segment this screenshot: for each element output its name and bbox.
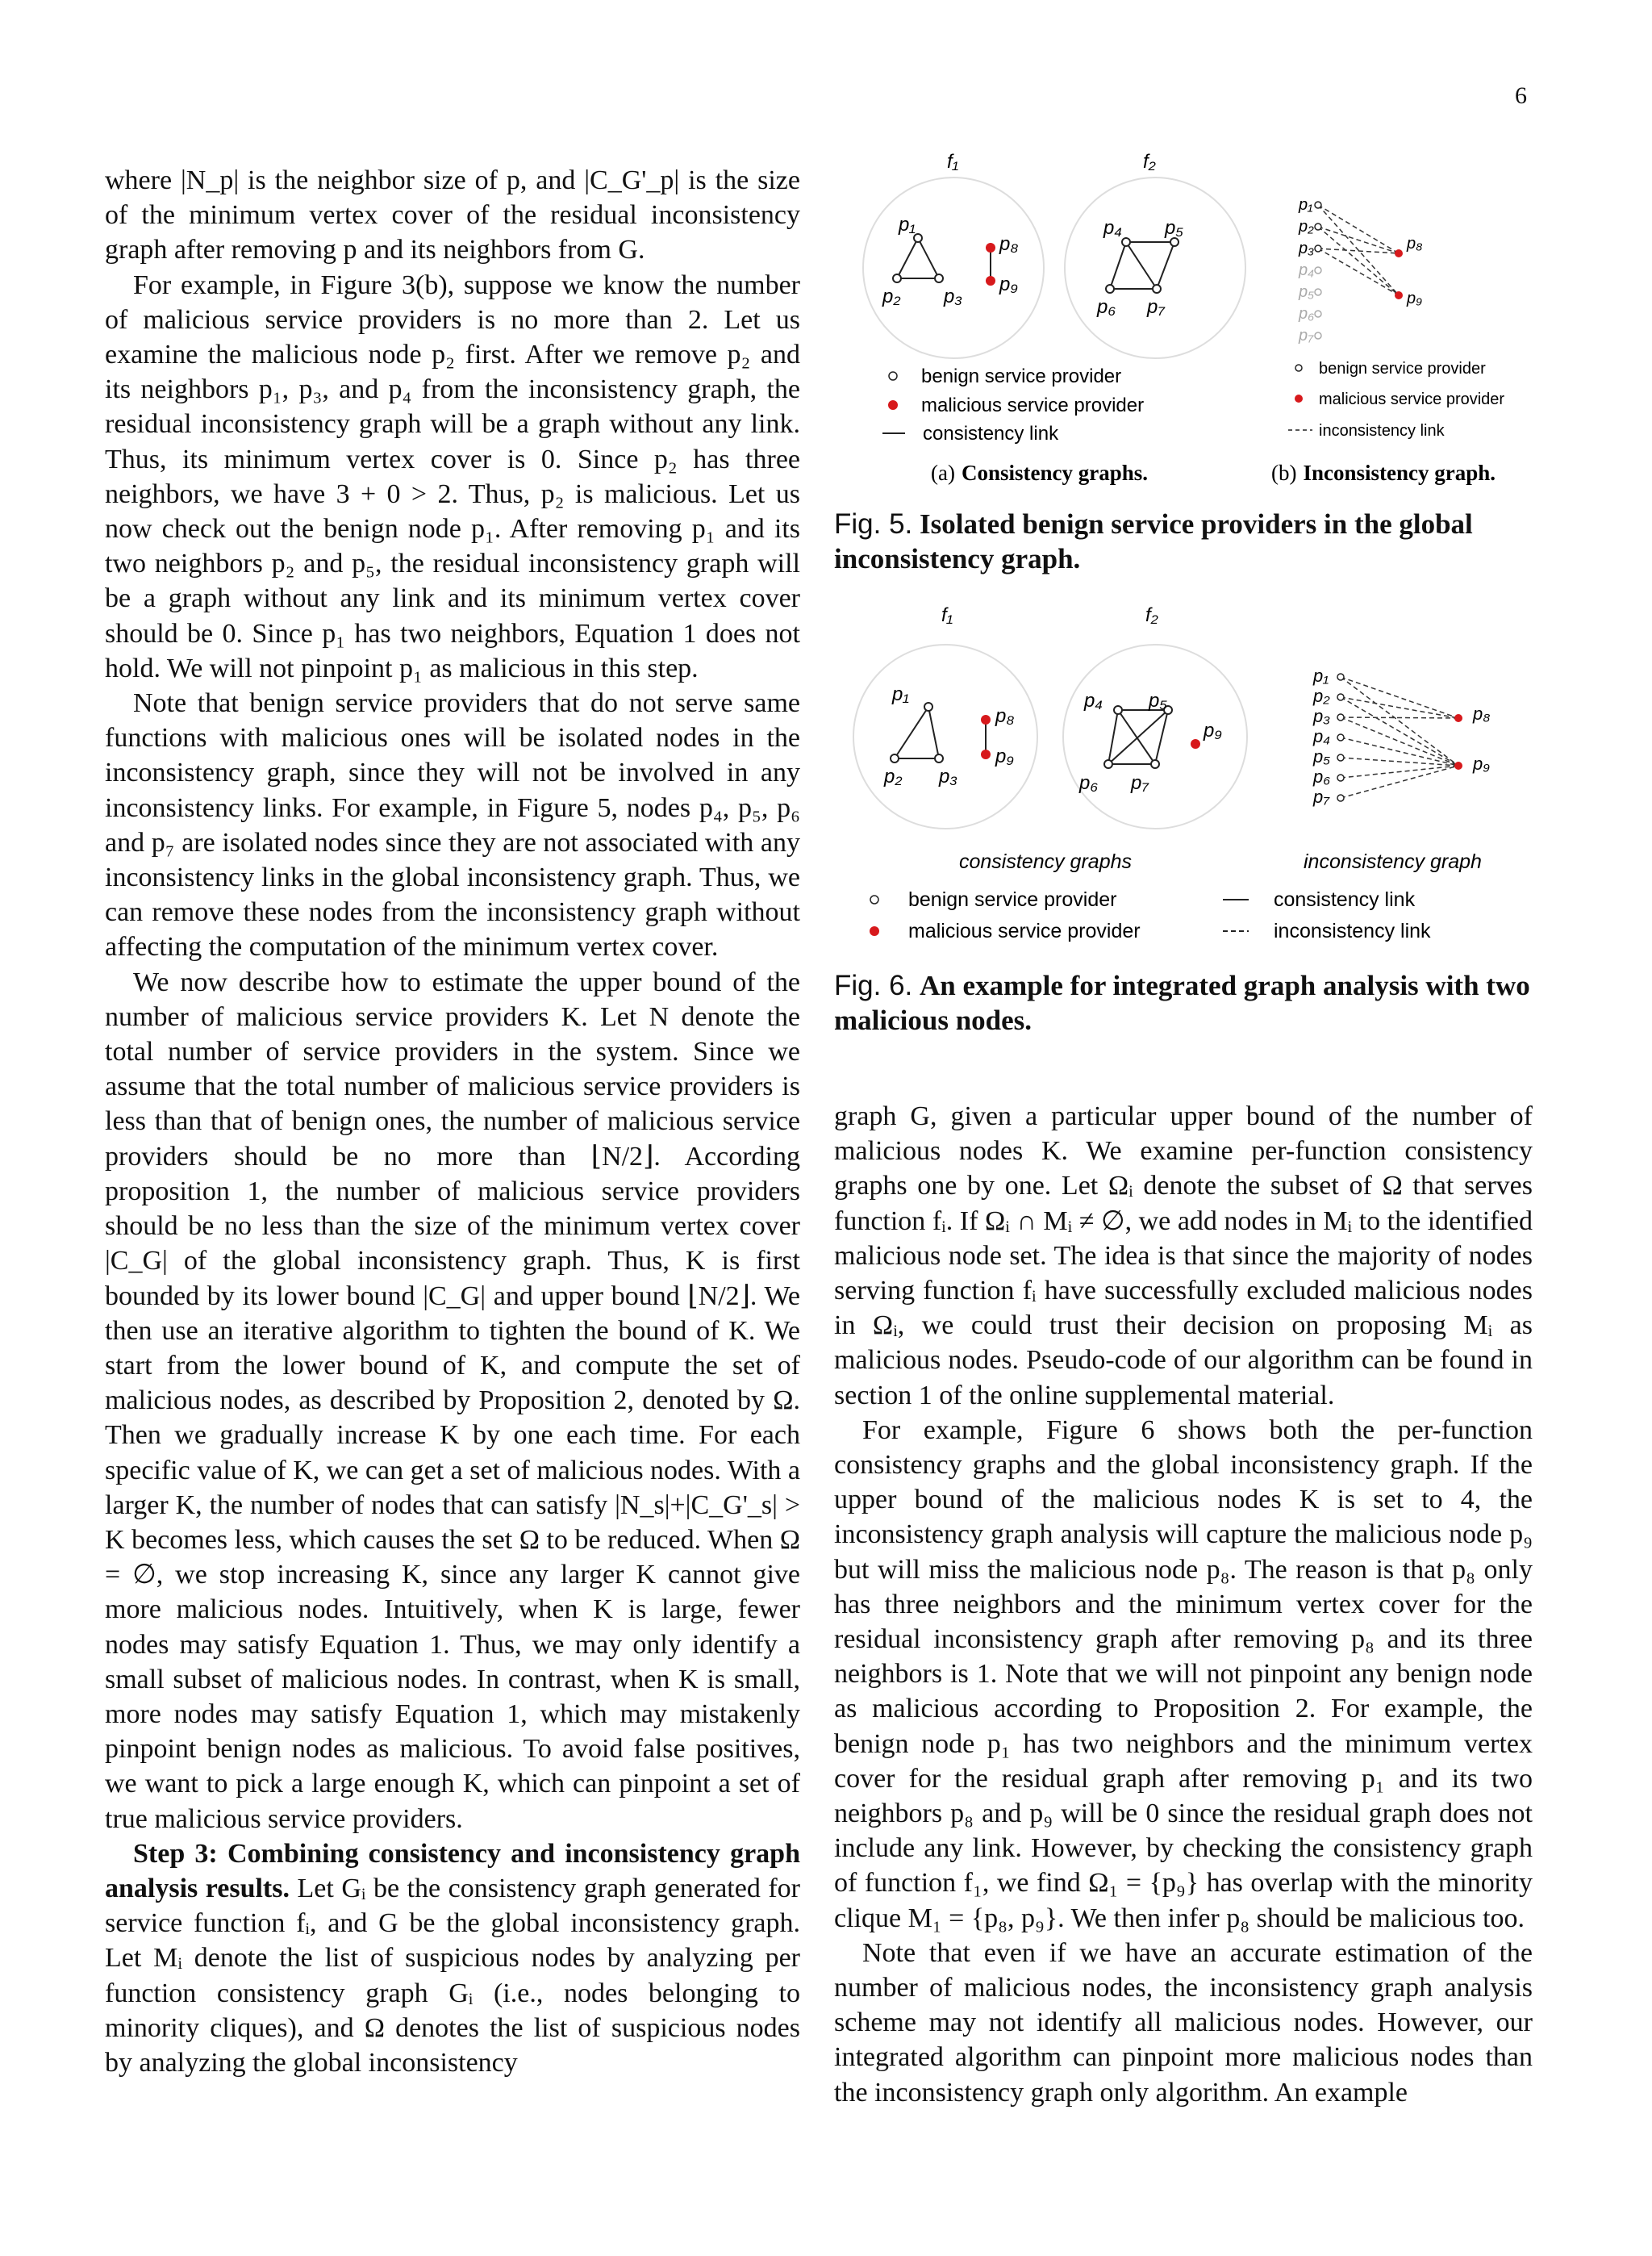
node-p1 bbox=[1337, 674, 1344, 680]
left-column bbox=[105, 163, 800, 2080]
label-p1: p₁ bbox=[1313, 666, 1329, 686]
node-p9 bbox=[1191, 739, 1200, 749]
node-p2 bbox=[891, 754, 899, 762]
node-p6 bbox=[1104, 760, 1112, 768]
figure-6-caption-text: An example for integrated graph analysis with two malicious nodes. bbox=[834, 970, 1530, 1036]
figure-5 bbox=[834, 145, 1536, 500]
label-p3: p₃ bbox=[1299, 240, 1315, 257]
legend-malicious-icon bbox=[888, 400, 898, 410]
node-p2 bbox=[893, 274, 901, 282]
label-p6: p₆ bbox=[1299, 305, 1315, 323]
legend-benign: benign service provider bbox=[1319, 360, 1486, 378]
figure-5-caption bbox=[834, 507, 1533, 576]
node-p9 bbox=[1454, 762, 1462, 770]
label-p7: p₇ bbox=[1131, 772, 1149, 794]
legend-malicious-icon bbox=[1295, 395, 1303, 403]
legend-inconsistency: inconsistency link bbox=[1319, 422, 1445, 440]
legend-consistency: consistency link bbox=[923, 423, 1059, 445]
legend-benign-icon bbox=[889, 372, 897, 380]
node-p5 bbox=[1337, 754, 1344, 761]
label-p9: p₉ bbox=[1473, 754, 1490, 774]
legend-benign-icon bbox=[870, 896, 878, 904]
legend-benign: benign service provider bbox=[908, 888, 1117, 911]
step3-text: Let Gᵢ be the consistency graph generated for service function fᵢ, and G be the global inconsistency graph. Let Mᵢ denote the list of suspicious nodes by analyzing per function consistency graph Gᵢ (i.e., nodes belonging to minority cliques), and Ω denotes the list of suspicious nodes by analyzing the global inconsistency bbox=[105, 1873, 800, 2078]
subcaption-b bbox=[1271, 461, 1496, 485]
legend-inconsistency: inconsistency link bbox=[1274, 920, 1431, 942]
label-p1: p₁ bbox=[899, 214, 916, 236]
label-p3: p₃ bbox=[944, 286, 962, 307]
paragraph: For example, Figure 6 shows both the per-function consistency graphs and the global inconsistency graph. If the upper bound of the malicious nodes K is set to 4, the inconsistency graph analysis will capture the malicious node p₉ but will miss the malicious node p₈. The reason is that p₈ only has three neighbors and the minimum vertex cover for the residual inconsistency graph after removing p₈ and its three neighbors is 1. Note that we will not pinpoint any benign node as malicious according to Proposition 2. For example, the benign node p₁ has two neighbors and the minimum vertex cover for the residual graph after removing p₁ and its two neighbors p₈ and p₉ will be 0 since the residual graph does not include any link. However, by checking the consistency graph of function f₁, we find Ω₁ = {p₉} has overlap with the minority clique M₁ = {p₈, p₉}. We then infer p₈ should be malicious too. bbox=[834, 1414, 1533, 1933]
label-p6: p₆ bbox=[1079, 772, 1099, 794]
node-p4 bbox=[1315, 267, 1321, 274]
node-p6 bbox=[1337, 775, 1344, 781]
label-p1: p₁ bbox=[1299, 196, 1313, 214]
node-p1 bbox=[1315, 202, 1321, 208]
label-p3: p₃ bbox=[1313, 706, 1330, 726]
subcaption-inconsistency: inconsistency graph bbox=[1304, 850, 1482, 873]
node-p9 bbox=[1395, 291, 1403, 299]
paragraph: We now describe how to estimate the upper bound of the number of malicious service providers K. Let N denote the total number of service providers in the system. Since we assume that the total number of malicious service providers is less than that of benign ones, the number of malicious service providers should be no more than ⌊N/2⌋. According proposition 1, the number of malicious service providers should be no less than the size of the minimum vertex cover |C_G| of the global inconsistency graph. Thus, K is first bounded by its lower bound |C_G| and upper bound ⌊N/2⌋. We then use an iterative algorithm to tighten the bound of K. We start from the lower bound of K, and compute the set of malicious nodes, as described by Proposition 2, denoted by Ω. Then we gradually increase K by one each time. For each specific value of K, we can get a set of malicious nodes. With a larger K, the number of nodes that can satisfy |N_s|+|C_G'_s| > K becomes less, which causes the set Ω to be reduced. When Ω = ∅, we stop increasing K, since any larger K cannot give more malicious nodes. Intuitively, when K is large, fewer nodes may satisfy Equation 1. Thus, we may only identify a small subset of malicious nodes. In contrast, when K is small, more nodes may satisfy Equation 1, which may mistakenly pinpoint benign nodes as malicious. To avoid false positives, we want to pick a large enough K, which can pinpoint a set of true malicious service providers. bbox=[105, 967, 800, 1834]
subcaption-a-text: Consistency graphs. bbox=[961, 461, 1148, 485]
node-p3 bbox=[935, 754, 943, 762]
label-p9: p₉ bbox=[1407, 290, 1423, 307]
label-p2: p₂ bbox=[884, 766, 903, 788]
subcaption-b-text: Inconsistency graph. bbox=[1303, 461, 1496, 485]
label-f2: f₂ bbox=[1145, 604, 1158, 626]
fig6-inconsistency-graph bbox=[1312, 666, 1490, 807]
label-p7: p₇ bbox=[1299, 327, 1314, 345]
subcaption-b-label: (b) bbox=[1271, 461, 1297, 485]
step3-heading: Step 3: Combining consistency and inconsistency graph analysis results. bbox=[105, 1838, 800, 1903]
node-p5 bbox=[1170, 238, 1179, 246]
page-number: 6 bbox=[1515, 82, 1527, 109]
node-p1 bbox=[924, 703, 932, 711]
legend-malicious: malicious service provider bbox=[921, 395, 1145, 416]
label-p3: p₃ bbox=[939, 766, 957, 788]
subcaption-a-label: (a) bbox=[931, 461, 955, 485]
figure-5-caption-text: Isolated benign service providers in the global inconsistency graph. bbox=[834, 508, 1473, 574]
node-p2 bbox=[1337, 694, 1344, 700]
function-circle-f1 bbox=[853, 645, 1037, 829]
node-p4 bbox=[1122, 238, 1130, 246]
paragraph: graph G, given a particular upper bound of the number of malicious nodes K. We examine per-function consistency graphs one by one. Let Ωᵢ denote the subset of Ω that serves function fᵢ. If Ωᵢ ∩ Mᵢ ≠ ∅, we add nodes in Mᵢ to the identified malicious node set. The idea is that since the majority of nodes serving function fᵢ have successfully excluded malicious nodes in Ωᵢ, we could trust their decision on proposing Mᵢ as malicious nodes. Pseudo-code of our algorithm can be found in section 1 of the online supplemental material. bbox=[834, 1101, 1533, 1410]
label-p8: p₈ bbox=[1407, 235, 1423, 253]
legend-consistency: consistency link bbox=[1274, 888, 1416, 911]
fig5-inconsistency-graph bbox=[1298, 196, 1423, 345]
label-p5: p₅ bbox=[1313, 746, 1331, 767]
legend-benign: benign service provider bbox=[921, 366, 1122, 387]
legend-malicious: malicious service provider bbox=[908, 920, 1141, 942]
label-f1: f₁ bbox=[947, 151, 959, 173]
label-p8: p₈ bbox=[995, 705, 1015, 727]
label-p9: p₉ bbox=[1204, 720, 1222, 742]
label-p7: p₇ bbox=[1147, 296, 1165, 318]
node-p4 bbox=[1114, 706, 1122, 714]
node-p3 bbox=[1337, 714, 1344, 721]
label-p9: p₉ bbox=[999, 274, 1018, 295]
label-p4: p₄ bbox=[1103, 217, 1122, 239]
figure-6-label: Fig. 6. bbox=[834, 970, 913, 1001]
paragraph: Note that benign service providers that do not serve same functions with malicious ones will be isolated nodes in the inconsistency graph, since they will not be involved in any inconsistency links. For example, in Figure 5, nodes p₄, p₅, p₆ and p₇ are isolated nodes since they are not associated with any inconsistency links in the global inconsistency graph. Thus, we can remove these nodes from the inconsistency graph without affecting the computation of the minimum vertex cover. bbox=[105, 688, 800, 963]
label-p8: p₈ bbox=[999, 233, 1019, 255]
node-p3 bbox=[935, 274, 943, 282]
label-p6: p₆ bbox=[1097, 296, 1116, 318]
label-p7: p₇ bbox=[1313, 787, 1329, 807]
node-p8 bbox=[1454, 714, 1462, 722]
legend-malicious-icon bbox=[870, 926, 879, 936]
subcaption-a bbox=[931, 461, 1148, 485]
label-p4: p₄ bbox=[1313, 726, 1331, 746]
label-p2: p₂ bbox=[1313, 686, 1330, 706]
function-circle-f2 bbox=[1065, 178, 1245, 358]
label-p4: p₄ bbox=[1084, 690, 1103, 712]
label-p2: p₂ bbox=[882, 286, 901, 307]
label-f1: f₁ bbox=[941, 604, 953, 626]
label-f2: f₂ bbox=[1143, 151, 1156, 173]
paragraph: Note that even if we have an accurate estimation of the number of malicious nodes, the inconsistency graph analysis scheme may not identify all malicious nodes. However, our integrated algorithm can pinpoint more malicious nodes than the inconsistency graph only algorithm. An example bbox=[834, 1937, 1533, 2108]
node-p8 bbox=[986, 243, 995, 253]
node-p2 bbox=[1315, 224, 1321, 230]
node-p7 bbox=[1153, 285, 1161, 293]
figure-5-label: Fig. 5. bbox=[834, 508, 913, 540]
figure-6 bbox=[834, 597, 1536, 952]
node-p8 bbox=[981, 715, 991, 725]
label-p5: p₅ bbox=[1165, 217, 1183, 239]
node-p5 bbox=[1315, 289, 1321, 295]
node-p7 bbox=[1337, 795, 1344, 801]
label-p1: p₁ bbox=[892, 683, 909, 705]
figure-6-caption bbox=[834, 968, 1533, 1038]
node-p6 bbox=[1315, 311, 1321, 317]
function-circle-f1 bbox=[863, 178, 1044, 358]
paragraph: where |N_p| is the neighbor size of p, and |C_G'_p| is the size of the minimum vertex cover of the residual inconsistency graph after removing p and its neighbors from G. bbox=[105, 165, 800, 265]
node-p3 bbox=[1315, 245, 1321, 252]
label-p6: p₆ bbox=[1313, 767, 1331, 787]
node-p6 bbox=[1106, 285, 1114, 293]
label-p2: p₂ bbox=[1299, 218, 1314, 236]
figure-6-graphic bbox=[834, 597, 1536, 952]
node-p8 bbox=[1395, 249, 1403, 257]
node-p7 bbox=[1151, 760, 1159, 768]
node-p4 bbox=[1337, 734, 1344, 741]
node-p9 bbox=[981, 750, 991, 759]
label-p9: p₉ bbox=[995, 746, 1014, 767]
node-p9 bbox=[986, 276, 995, 286]
node-p7 bbox=[1315, 332, 1321, 339]
figure-5-graphic bbox=[834, 145, 1536, 500]
subcaption-consistency: consistency graphs bbox=[959, 850, 1133, 873]
label-p8: p₈ bbox=[1473, 704, 1491, 724]
label-p4: p₄ bbox=[1299, 261, 1315, 279]
label-p5: p₅ bbox=[1299, 283, 1315, 301]
paragraph-step3 bbox=[105, 1836, 800, 2080]
legend-malicious: malicious service provider bbox=[1319, 391, 1505, 408]
label-p5: p₅ bbox=[1149, 690, 1167, 712]
right-column bbox=[834, 1099, 1533, 2110]
legend-benign-icon bbox=[1295, 365, 1302, 371]
paragraph: For example, in Figure 3(b), suppose we know the number of malicious service providers is no more than 2. Let us examine the malicious node p₂ first. After we remove p₂ and its neighbors p₁, p₃, and p₄ from the inconsistency graph, the residual inconsistency graph will be a graph without any link. Thus, its minimum vertex cover is 0. Since p₂ has three neighbors, we have 3 + 0 > 2. Thus, p₂ is malicious. Let us now check out the benign node p₁. After removing p₁ and its two neighbors p₂ and p₅, the residual inconsistency graph will be a graph without any link and its minimum vertex cover should be 0. Since p₁ has two neighbors, Equation 1 does not hold. We will not pinpoint p₁ as malicious in this step. bbox=[105, 269, 800, 683]
